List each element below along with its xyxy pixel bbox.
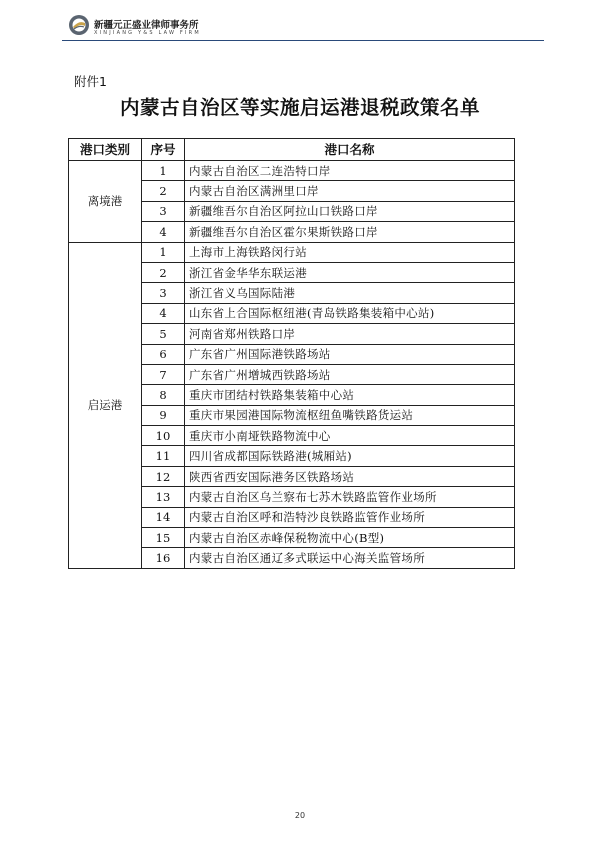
departure-category-cell: 离境港 [69,161,142,243]
port-name: 陕西省西安国际港务区铁路场站 [185,466,515,486]
port-name: 内蒙古自治区通辽多式联运中心海关监管场所 [185,548,515,568]
page-header [62,10,544,40]
row-number: 12 [142,466,185,486]
row-number: 1 [142,161,185,181]
row-number: 8 [142,385,185,405]
row-number: 2 [142,262,185,282]
header-port-name: 港口名称 [185,139,515,161]
row-number: 4 [142,303,185,323]
row-number: 6 [142,344,185,364]
row-number: 3 [142,201,185,221]
port-name: 新疆维吾尔自治区阿拉山口铁路口岸 [185,201,515,221]
port-name: 浙江省义乌国际陆港 [185,283,515,303]
row-number: 10 [142,426,185,446]
port-name: 重庆市果园港国际物流枢纽鱼嘴铁路货运站 [185,405,515,425]
row-number: 4 [142,222,185,242]
row-number: 9 [142,405,185,425]
port-name: 内蒙古自治区二连浩特口岸 [185,161,515,181]
row-number: 11 [142,446,185,466]
port-name: 内蒙古自治区赤峰保税物流中心(B型) [185,528,515,548]
port-name: 重庆市团结村铁路集装箱中心站 [185,385,515,405]
port-name: 内蒙古自治区呼和浩特沙良铁路监管作业场所 [185,507,515,527]
row-number: 1 [142,242,185,262]
port-name: 四川省成都国际铁路港(城厢站) [185,446,515,466]
table-row [69,242,515,262]
port-name: 广东省广州国际港铁路场站 [185,344,515,364]
page-number: 20 [294,811,306,820]
table-row [69,161,515,181]
row-number: 16 [142,548,185,568]
table-header-row [69,139,515,161]
row-number: 15 [142,528,185,548]
attachment-label: 附件1 [74,74,107,89]
port-list-table [68,138,515,569]
port-name: 河南省郑州铁路口岸 [185,324,515,344]
port-name: 重庆市小南垭铁路物流中心 [185,426,515,446]
origin-category-cell: 启运港 [69,242,142,568]
port-name: 内蒙古自治区乌兰察布七苏木铁路监管作业场所 [185,487,515,507]
header-divider [62,40,544,41]
header-category: 港口类别 [69,139,142,161]
port-name: 广东省广州增城西铁路场站 [185,364,515,384]
row-number: 14 [142,507,185,527]
header-number: 序号 [142,139,185,161]
row-number: 13 [142,487,185,507]
row-number: 3 [142,283,185,303]
document-title: 内蒙古自治区等实施启运港退税政策名单 [119,96,480,119]
port-name: 内蒙古自治区满洲里口岸 [185,181,515,201]
firm-name-cn: 新疆元正盛业律师事务所 [94,20,199,31]
port-name: 山东省上合国际枢纽港(青岛铁路集装箱中心站) [185,303,515,323]
firm-name-en: XINJIANG Y&S LAW FIRM [94,30,201,36]
row-number: 7 [142,364,185,384]
row-number: 2 [142,181,185,201]
port-name: 新疆维吾尔自治区霍尔果斯铁路口岸 [185,222,515,242]
row-number: 5 [142,324,185,344]
port-name: 浙江省金华华东联运港 [185,262,515,282]
port-name: 上海市上海铁路闵行站 [185,242,515,262]
firm-logo-icon [68,14,90,36]
